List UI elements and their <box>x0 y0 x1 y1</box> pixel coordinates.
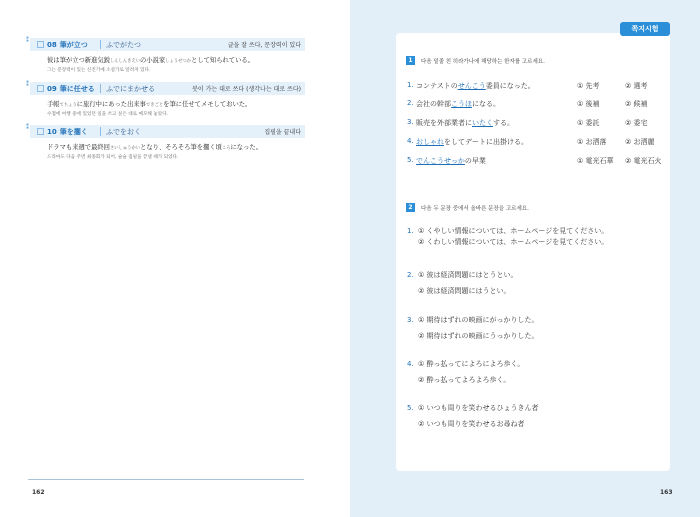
question-number: 4. <box>407 137 414 145</box>
text-after: をしてデートに出掛ける。 <box>444 138 528 146</box>
entry-number <box>30 40 100 50</box>
question-number: 1. <box>407 81 414 89</box>
entry-10 <box>26 124 305 160</box>
checkbox-icon <box>37 41 44 48</box>
entry-num-text: 08 <box>47 40 57 49</box>
section-number-badge: 1 <box>406 56 415 65</box>
entry-meaning: 글을 잘 쓰다, 문장력이 있다 <box>227 42 301 49</box>
page-number-left: 162 <box>32 489 45 496</box>
bullet-icon: ⁑ <box>26 124 29 131</box>
example-text: に旅行中にあった出来事 <box>76 101 146 108</box>
underlined-word: こうほ <box>451 100 472 108</box>
underlined-word: いたく <box>472 119 493 127</box>
bullet-icon: ⁑ <box>26 81 29 88</box>
entry-09 <box>26 81 305 117</box>
underlined-word: せんこう <box>457 82 486 90</box>
question-text <box>416 99 500 109</box>
furigana: しんしんきえい <box>109 59 141 64</box>
entry-number <box>30 127 100 137</box>
option-2[interactable]: ② 彼は経済問題にはうとい。 <box>418 287 511 295</box>
option-1[interactable]: ① 彼は経済問題にはとうとい。 <box>418 271 518 279</box>
q2-item-1 <box>407 226 665 248</box>
option-b[interactable]: ② 委宅 <box>625 119 648 127</box>
section-number-badge: 2 <box>406 203 415 212</box>
option-1[interactable]: ① 期待はずれの映画にがっかりした。 <box>418 316 539 324</box>
q2-item-3 <box>407 315 665 342</box>
entry-reading: ふでにまかせる <box>106 84 155 93</box>
question-number: 1. <box>407 227 414 235</box>
text-after: の早業 <box>464 157 486 165</box>
entry-translation: 그는 문장력이 있는 신진기예 소설가로 알려져 있다. <box>47 68 151 73</box>
q1-item-3 <box>407 118 665 128</box>
entry-translation: 수첩에 여행 중에 있었던 일을 쓰고 싶은 대로 메모해 놓았다. <box>47 112 169 117</box>
entry-08 <box>26 37 305 73</box>
example-text: となり、そろそろ筆を擱く頃 <box>140 144 222 151</box>
option-a[interactable]: ① 電光石華 <box>577 157 614 165</box>
question-number: 5. <box>407 404 414 412</box>
divider <box>100 127 101 136</box>
option-1[interactable]: ① くやしい情報については、ホームページを見てください。 <box>418 227 609 235</box>
entry-word: 筆に任せる <box>59 84 95 93</box>
option-a[interactable]: ① 後補 <box>577 100 600 108</box>
entry-number <box>30 84 100 94</box>
question-number: 3. <box>407 316 414 324</box>
option-2[interactable]: ② 期待はずれの映画にうっかりした。 <box>418 332 539 340</box>
furigana: ころ <box>221 146 231 151</box>
checkbox-icon <box>37 128 44 135</box>
question-number: 5. <box>407 156 414 164</box>
checkbox-icon <box>37 85 44 92</box>
option-2[interactable]: ② 酔っ払ってよろよろ歩く。 <box>418 376 511 384</box>
page-number-right: 163 <box>660 489 673 496</box>
option-2[interactable]: ② いつも周りを笑わせるお尋ね者 <box>418 420 525 428</box>
example-text: 手帳 <box>47 101 60 108</box>
option-1[interactable]: ① 酔っ払ってによろによろ歩く。 <box>418 360 525 368</box>
question-number: 2. <box>407 99 414 107</box>
entry-meaning: 집필을 끝내다 <box>264 129 301 136</box>
option-a[interactable]: ① 委託 <box>577 119 600 127</box>
section2-header <box>406 203 529 212</box>
question-text <box>416 81 535 91</box>
example-text: を筆に任せてメモしておいた。 <box>163 101 252 108</box>
text-before: 販売を外部業者に <box>416 119 472 127</box>
section-instruction: 다음 두 문장 중에서 올바른 문장을 고르세요. <box>421 205 529 212</box>
right-page <box>350 0 700 517</box>
entry-reading: ふでをおく <box>106 127 141 136</box>
entry-num-text: 10 <box>47 127 57 136</box>
bullet-icon: ⁑ <box>26 37 29 44</box>
text-before: 会社の幹部 <box>416 100 451 108</box>
furigana: さいしゅうかい <box>109 146 141 151</box>
furigana: しょうせつか <box>165 59 192 64</box>
option-b[interactable]: ② 候補 <box>625 100 648 108</box>
entry-reading: ふでがたつ <box>106 40 141 49</box>
question-text <box>416 118 514 128</box>
example-text: になった。 <box>230 144 262 151</box>
footer-rule <box>28 479 304 480</box>
entry-meaning: 붓이 가는 대로 쓰다 (생각나는 대로 쓰다) <box>192 86 301 93</box>
option-b[interactable]: ② 選考 <box>625 82 648 90</box>
text-after: する。 <box>493 119 514 127</box>
question-text <box>416 156 486 166</box>
furigana: できごと <box>145 103 164 108</box>
q1-item-5 <box>407 156 665 166</box>
option-1[interactable]: ① いつも周りを笑わせるひょうきん者 <box>418 404 539 412</box>
q1-item-2 <box>407 99 665 109</box>
text-after: 委員になった。 <box>485 82 535 90</box>
question-number: 2. <box>407 271 414 279</box>
q1-item-1 <box>407 81 665 91</box>
option-2[interactable]: ② くわしい情報については、ホームページを見てください。 <box>418 238 609 246</box>
entry-header <box>26 81 305 95</box>
text-before: コンテストの <box>416 82 458 90</box>
divider <box>100 84 101 93</box>
entry-header <box>26 37 305 51</box>
q2-item-2 <box>407 270 665 297</box>
entry-example <box>30 55 305 64</box>
question-number: 3. <box>407 118 414 126</box>
furigana: てちょう <box>59 103 77 108</box>
quiz-card <box>396 33 670 471</box>
section1-header <box>406 56 545 65</box>
option-b[interactable]: ② 電光石火 <box>625 157 662 165</box>
example-text: ドラマも来週で最終回 <box>47 144 110 151</box>
entry-example <box>30 142 305 151</box>
entry-header <box>26 124 305 138</box>
divider <box>100 40 101 49</box>
option-a[interactable]: ① 先考 <box>577 82 600 90</box>
question-text <box>416 137 528 147</box>
text-after: になる。 <box>472 100 500 108</box>
entry-word: 筆を擱く <box>59 127 88 136</box>
q2-item-5 <box>407 403 665 430</box>
underlined-word: でんこうせっか <box>416 157 465 165</box>
entry-translation: 드라마도 다음 주면 최종회가 되어, 슬슬 집필을 끝낼 때가 되었다. <box>47 155 179 160</box>
entry-example <box>30 99 305 108</box>
example-text: 彼は筆が立つ新進気鋭 <box>47 57 110 64</box>
entry-num-text: 09 <box>47 84 57 93</box>
example-text: の小説家 <box>140 57 166 64</box>
q1-item-4 <box>407 137 665 147</box>
example-text: として知られている。 <box>191 57 254 64</box>
option-b[interactable]: ② お洒麗 <box>625 138 655 146</box>
entry-word: 筆が立つ <box>59 40 88 49</box>
q2-item-4 <box>407 359 665 386</box>
section-instruction: 다음 밑줄 친 히라가나에 해당하는 한자를 고르세요. <box>421 58 545 65</box>
quiz-tag: 쪽지시험 <box>620 22 670 36</box>
question-number: 4. <box>407 360 414 368</box>
option-a[interactable]: ① お洒落 <box>577 138 607 146</box>
underlined-word: おしゃれ <box>416 138 444 146</box>
